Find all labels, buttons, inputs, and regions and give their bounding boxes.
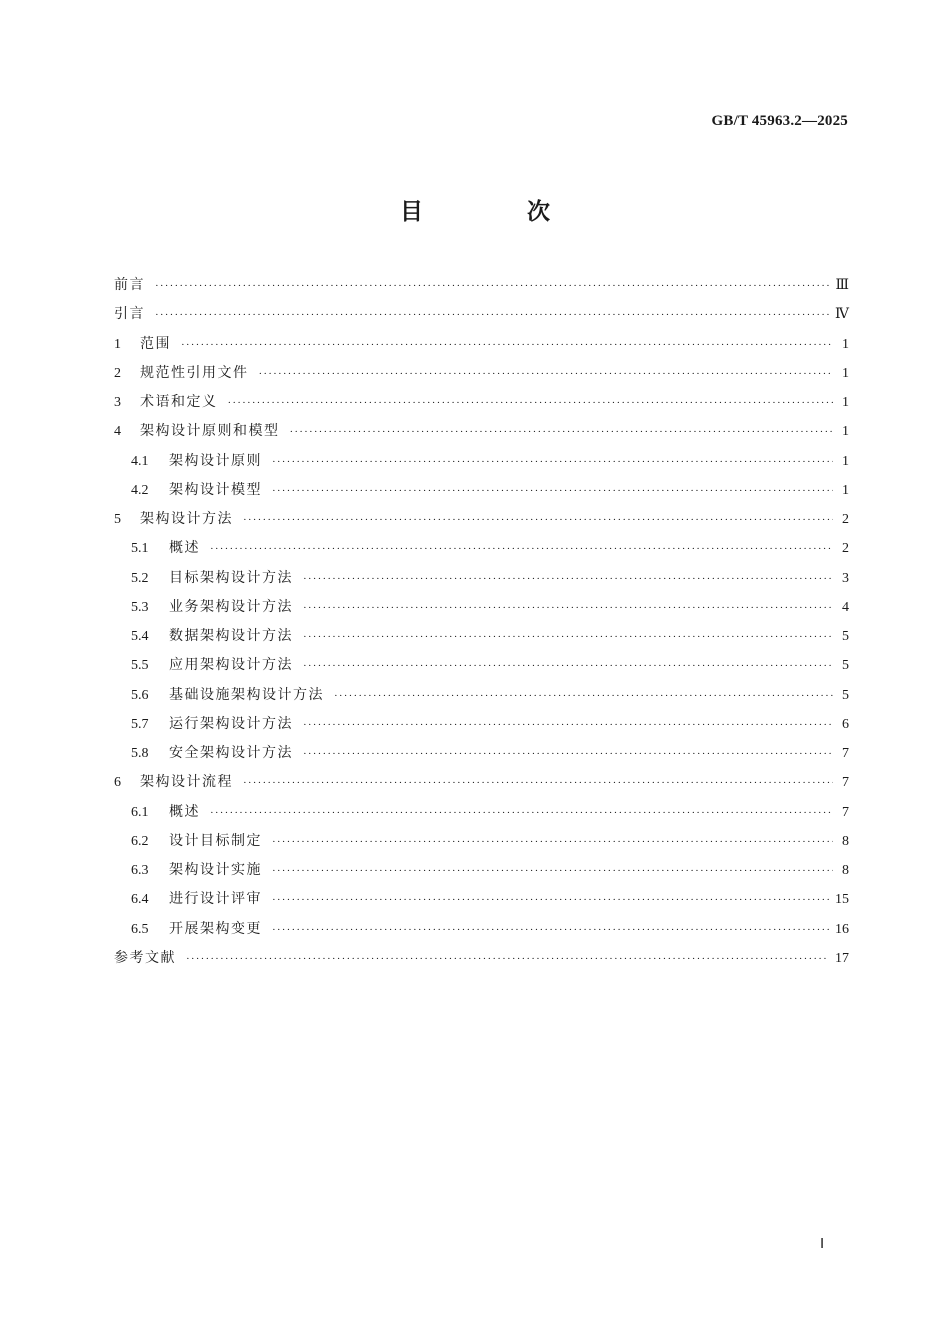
toc-entry-number: 6.5 — [131, 921, 149, 937]
toc-entry[interactable] — [114, 885, 849, 914]
toc-entry-page: 2 — [842, 541, 849, 557]
toc-entry[interactable] — [114, 330, 849, 359]
toc-entry[interactable] — [114, 593, 849, 622]
toc-entry-number: 5.3 — [131, 599, 149, 615]
toc-entry-number: 4 — [114, 424, 121, 440]
dot-leader — [155, 272, 829, 301]
toc-entry-page: 1 — [842, 336, 849, 352]
toc-entry-label: 业务架构设计方法 — [169, 598, 293, 615]
dot-leader — [272, 886, 829, 915]
toc-entry[interactable] — [114, 388, 849, 417]
dot-leader — [243, 769, 833, 798]
toc-entry-page: Ⅲ — [835, 278, 849, 293]
dot-leader — [155, 301, 829, 330]
dot-leader — [228, 389, 834, 418]
toc-entry[interactable] — [114, 827, 849, 856]
toc-entry-page: 6 — [842, 716, 849, 732]
toc-entry-label: 概述 — [169, 803, 200, 820]
dot-leader — [303, 594, 833, 623]
toc-entry[interactable] — [114, 300, 849, 329]
toc-entry[interactable] — [114, 271, 849, 300]
toc-entry-number: 6 — [114, 775, 121, 791]
toc-entry-page: 1 — [842, 395, 849, 410]
toc-entry-page: 15 — [835, 892, 849, 908]
toc-entry-page: 7 — [842, 746, 849, 761]
toc-entry-label: 架构设计实施 — [169, 862, 262, 878]
toc-entry-page: 1 — [842, 482, 849, 498]
toc-entry-number: 5.6 — [131, 687, 149, 703]
toc-entry-number: 5.4 — [131, 629, 149, 644]
dot-leader — [181, 331, 833, 360]
toc-entry[interactable] — [114, 944, 849, 973]
toc-entry[interactable] — [114, 798, 849, 827]
dot-leader — [210, 799, 833, 828]
dot-leader — [259, 360, 834, 389]
dot-leader — [272, 828, 833, 857]
toc-entry-number: 5 — [114, 512, 121, 527]
toc-entry[interactable] — [114, 505, 849, 534]
toc-entry-label: 架构设计原则和模型 — [140, 423, 280, 440]
toc-entry-label: 设计目标制定 — [169, 832, 262, 849]
toc-entry[interactable] — [114, 768, 849, 797]
dot-leader — [303, 740, 833, 769]
toc-entry-label: 参考文献 — [114, 949, 176, 966]
dot-leader — [303, 652, 833, 681]
toc-entry-label: 运行架构设计方法 — [169, 715, 293, 732]
toc-entry-number: 1 — [114, 336, 121, 352]
toc-entry-label: 安全架构设计方法 — [169, 745, 293, 761]
dot-leader — [243, 506, 833, 535]
table-of-contents — [114, 271, 849, 973]
dot-leader — [290, 418, 834, 447]
dot-leader — [272, 477, 833, 506]
toc-entry[interactable] — [114, 622, 849, 651]
dot-leader — [186, 945, 829, 974]
toc-entry-number: 5.5 — [131, 658, 149, 674]
toc-entry-label: 范围 — [140, 335, 171, 352]
toc-entry[interactable] — [114, 534, 849, 563]
toc-entry-page: 7 — [842, 804, 849, 820]
dot-leader — [303, 623, 833, 652]
toc-entry-page: 4 — [842, 599, 849, 615]
toc-entry[interactable] — [114, 359, 849, 388]
page-title: 目 次 — [399, 199, 598, 225]
dot-leader — [272, 448, 833, 477]
toc-entry-page: 7 — [842, 775, 849, 791]
toc-entry-number: 5.8 — [131, 746, 149, 761]
toc-entry-page: 1 — [842, 365, 849, 381]
toc-entry[interactable] — [114, 915, 849, 944]
dot-leader — [210, 535, 833, 564]
toc-entry-label: 架构设计模型 — [169, 481, 262, 498]
toc-entry-page: 1 — [842, 424, 849, 440]
toc-entry-label: 进行设计评审 — [169, 891, 262, 908]
toc-entry-number: 6.2 — [131, 833, 149, 849]
toc-entry-page: 8 — [842, 833, 849, 849]
toc-entry[interactable] — [114, 564, 849, 593]
toc-entry-label: 规范性引用文件 — [140, 364, 249, 381]
toc-entry-label: 架构设计方法 — [140, 511, 233, 527]
toc-entry[interactable] — [114, 417, 849, 446]
toc-entry-number: 6.1 — [131, 804, 149, 820]
toc-entry-number: 6.3 — [131, 863, 149, 878]
toc-entry-number: 4.2 — [131, 482, 149, 498]
toc-entry-label: 引言 — [114, 306, 145, 323]
toc-entry-number: 6.4 — [131, 892, 149, 908]
toc-entry-label: 应用架构设计方法 — [169, 657, 293, 674]
toc-entry-page: 1 — [842, 453, 849, 469]
toc-entry-number: 5.1 — [131, 541, 149, 557]
toc-entry-page: 5 — [842, 687, 849, 703]
toc-entry[interactable] — [114, 681, 849, 710]
toc-entry-label: 架构设计原则 — [169, 452, 262, 469]
toc-entry-number: 4.1 — [131, 453, 149, 469]
toc-entry[interactable] — [114, 651, 849, 680]
dot-leader — [272, 857, 833, 886]
dot-leader — [272, 916, 829, 945]
toc-entry-number: 5.2 — [131, 570, 149, 586]
toc-entry-page: Ⅳ — [835, 307, 849, 323]
toc-entry-page: 2 — [842, 512, 849, 527]
toc-entry-label: 数据架构设计方法 — [169, 628, 293, 644]
dot-leader — [303, 565, 833, 594]
toc-entry-label: 开展架构变更 — [169, 920, 262, 937]
toc-entry[interactable] — [114, 856, 849, 885]
toc-entry[interactable] — [114, 710, 849, 739]
toc-entry-label: 概述 — [169, 540, 200, 557]
toc-entry-label: 架构设计流程 — [140, 774, 233, 791]
toc-entry-label: 术语和定义 — [140, 394, 218, 410]
toc-entry[interactable] — [114, 739, 849, 768]
toc-entry-page: 5 — [842, 629, 849, 644]
toc-entry-label: 前言 — [114, 277, 145, 293]
toc-entry-page: 3 — [842, 570, 849, 586]
toc-entry-number: 2 — [114, 365, 121, 381]
dot-leader — [303, 711, 833, 740]
toc-entry-page: 8 — [842, 863, 849, 878]
toc-entry-label: 基础设施架构设计方法 — [169, 686, 324, 703]
standard-code: GB/T 45963.2—2025 — [711, 113, 848, 129]
toc-entry-number: 3 — [114, 395, 121, 410]
page-number: Ⅰ — [820, 1237, 825, 1252]
toc-entry-page: 16 — [835, 921, 849, 937]
toc-entry-number: 5.7 — [131, 716, 149, 732]
toc-entry-label: 目标架构设计方法 — [169, 569, 293, 586]
toc-entry-page: 17 — [835, 950, 849, 966]
dot-leader — [334, 682, 833, 711]
toc-entry[interactable] — [114, 476, 849, 505]
toc-entry-page: 5 — [842, 658, 849, 674]
toc-entry[interactable] — [114, 447, 849, 476]
